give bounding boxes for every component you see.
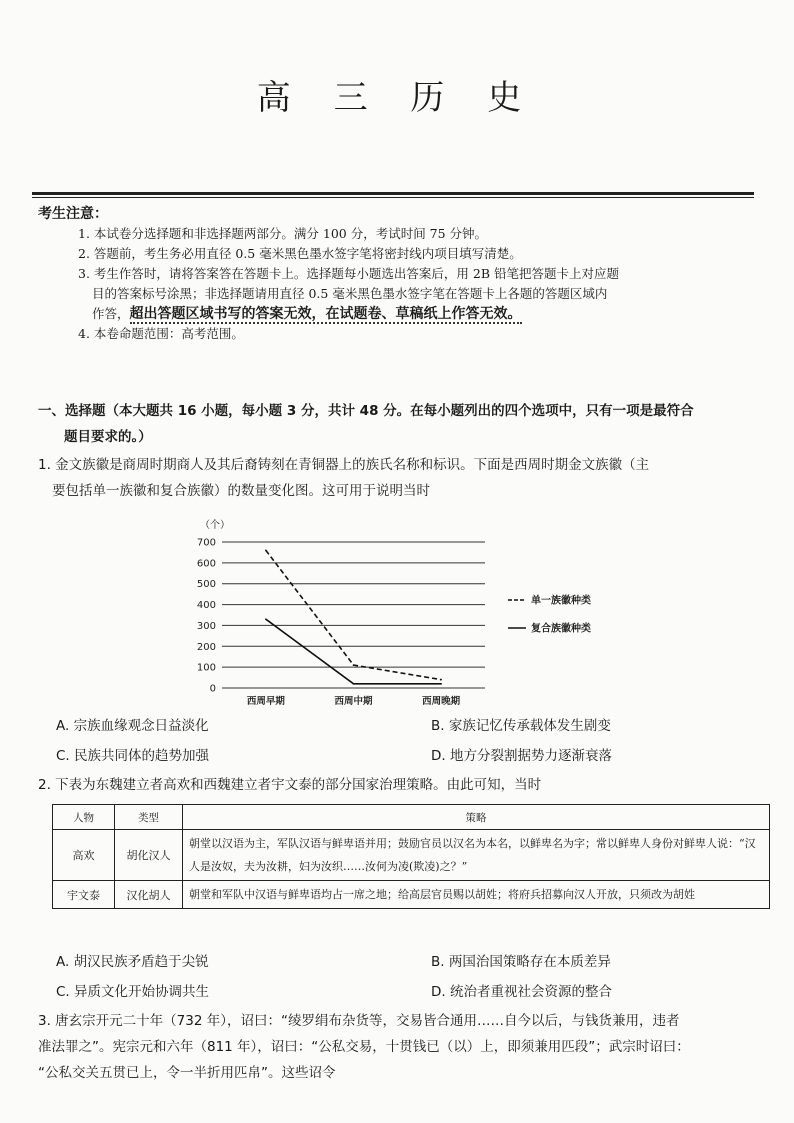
question-3-line2: 准法罪之”。宪宗元和六年（811 年），诏曰：“公私交易，十贯钱已（以）上，即须兼用匹段”；武宗时诏曰： bbox=[38, 1039, 690, 1055]
question-1-line1: 1. 金文族徽是商周时期商人及其后裔铸刻在青铜器上的族氏名称和标识。下面是西周时期金文族徽（主 bbox=[38, 457, 650, 473]
governance-table bbox=[52, 804, 770, 909]
series-line-2 bbox=[266, 619, 441, 684]
table-row bbox=[53, 881, 770, 909]
data-point bbox=[440, 683, 442, 685]
notice-item-1: 1. 本试卷分选择题和非选择题两部分。满分 100 分，考试时间 75 分钟。 bbox=[78, 226, 488, 241]
table-header-type: 类型 bbox=[115, 805, 183, 830]
notice-heading: 考生注意： bbox=[38, 206, 108, 222]
section-heading-line2: 题目要求的。） bbox=[64, 429, 152, 445]
page-title: 高 三 历 史 bbox=[256, 78, 538, 118]
data-point bbox=[265, 550, 267, 552]
question-1 bbox=[38, 452, 762, 504]
question-3 bbox=[38, 1008, 762, 1086]
table-row bbox=[53, 830, 770, 881]
notice-item-3-cont: 目的答案标号涂黑；非选择题请用直径 0.5 毫米黑色墨水签字笔在答题卡上各题的答题区域内 bbox=[92, 286, 608, 301]
data-point bbox=[265, 618, 267, 620]
table-cell-type: 胡化汉人 bbox=[115, 830, 183, 881]
y-tick-label: 300 bbox=[196, 620, 216, 632]
chart-plot-area bbox=[197, 518, 591, 707]
table-header-person: 人物 bbox=[53, 805, 115, 830]
x-tick-label: 西周晚期 bbox=[422, 696, 461, 707]
section-heading-line1: 一、选择题（本大题共 16 小题，每小题 3 分，共计 48 分。在每小题列出的四个选项中，只有一项是最符合 bbox=[38, 403, 694, 419]
y-tick-label: 500 bbox=[196, 579, 216, 591]
q1-option-a[interactable]: A. 宗族血缘观念日益淡化 bbox=[56, 718, 209, 734]
data-point bbox=[353, 664, 355, 666]
notice-item-3: 3. 考生作答时，请将答案答在答题卡上。选择题每小题选出答案后，用 2B 铅笔把答题卡上对应题 bbox=[78, 266, 619, 281]
table-cell-strategy: 朝堂和军队中汉语与鲜卑语均占一席之地；给高层官员赐以胡姓；将府兵招募向汉人开放，只须改为胡姓 bbox=[183, 881, 770, 909]
table-cell-person: 宇文泰 bbox=[53, 881, 115, 909]
notice-item-2: 2. 答题前，考生务必用直径 0.5 毫米黑色墨水签字笔将密封线内项目填写清楚。 bbox=[78, 246, 522, 261]
q2-option-c[interactable]: C. 异质文化开始协调共生 bbox=[56, 984, 210, 1000]
q1-option-c[interactable]: C. 民族共同体的趋势加强 bbox=[56, 748, 210, 764]
notice-item-4: 4. 本卷命题范围：高考范围。 bbox=[78, 326, 244, 341]
header-rule-thick bbox=[32, 192, 754, 195]
question-1-line2: 要包括单一族徽和复合族徽）的数量变化图。这可用于说明当时 bbox=[52, 483, 430, 499]
question-2-line1: 2. 下表为东魏建立者高欢和西魏建立者宇文泰的部分国家治理策略。由此可知，当时 bbox=[38, 777, 542, 793]
q2-option-b[interactable]: B. 两国治国策略存在本质差异 bbox=[431, 954, 611, 970]
data-point bbox=[353, 683, 355, 685]
section-heading bbox=[38, 398, 760, 450]
clan-emblem-line-chart bbox=[190, 516, 630, 716]
legend-label-1: 单一族徽种类 bbox=[531, 595, 591, 607]
q2-option-d[interactable]: D. 统治者重视社会资源的整合 bbox=[431, 984, 612, 1000]
q1-option-d[interactable]: D. 地方分裂割据势力逐渐衰落 bbox=[431, 748, 612, 764]
question-3-line3: “公私交关五贯已上，令一半折用匹帛”。这些诏令 bbox=[38, 1065, 336, 1081]
data-point bbox=[440, 679, 442, 681]
y-tick-label: 700 bbox=[196, 537, 216, 549]
table-header-strategy: 策略 bbox=[183, 805, 770, 830]
q1-option-b[interactable]: B. 家族记忆传承载体发生剧变 bbox=[431, 718, 611, 734]
legend-label-2: 复合族徽种类 bbox=[531, 623, 591, 635]
notice-item-3-cont2 bbox=[38, 304, 758, 324]
q2-option-a[interactable]: A. 胡汉民族矛盾趋于尖锐 bbox=[56, 954, 209, 970]
x-tick-label: 西周早期 bbox=[246, 696, 285, 707]
y-axis-unit-label: （个） bbox=[200, 520, 230, 531]
question-3-line1: 3. 唐玄宗开元二十年（732 年），诏曰：“绫罗绢布杂货等，交易皆合通用……自今以后，与钱货兼用，违者 bbox=[38, 1013, 680, 1029]
header-rule-thin bbox=[32, 197, 754, 198]
question-2 bbox=[38, 772, 762, 798]
notice-item-3-prefix: 作答， bbox=[92, 306, 130, 321]
y-tick-label: 200 bbox=[196, 641, 216, 653]
y-tick-label: 400 bbox=[196, 600, 216, 612]
table-header-row bbox=[53, 805, 770, 830]
notice-emphasis: 超出答题区域书写的答案无效，在试题卷、草稿纸上作答无效。 bbox=[129, 306, 522, 322]
exam-notice bbox=[38, 204, 758, 344]
y-tick-label: 100 bbox=[196, 662, 216, 674]
y-tick-label: 600 bbox=[196, 558, 216, 570]
table-cell-person: 高欢 bbox=[53, 830, 115, 881]
series-line-1 bbox=[266, 550, 441, 679]
y-tick-label: 0 bbox=[209, 683, 216, 695]
table-cell-type: 汉化胡人 bbox=[115, 881, 183, 909]
x-tick-label: 西周中期 bbox=[334, 696, 373, 707]
table-cell-strategy: 朝堂以汉语为主，军队汉语与鲜卑语并用；鼓励官员以汉名为本名，以鲜卑名为字；常以鲜卑人身份对鲜卑人说：“汉人是汝奴，夫为汝耕，妇为汝织……汝何为凌(欺凌)之？” bbox=[183, 830, 770, 881]
